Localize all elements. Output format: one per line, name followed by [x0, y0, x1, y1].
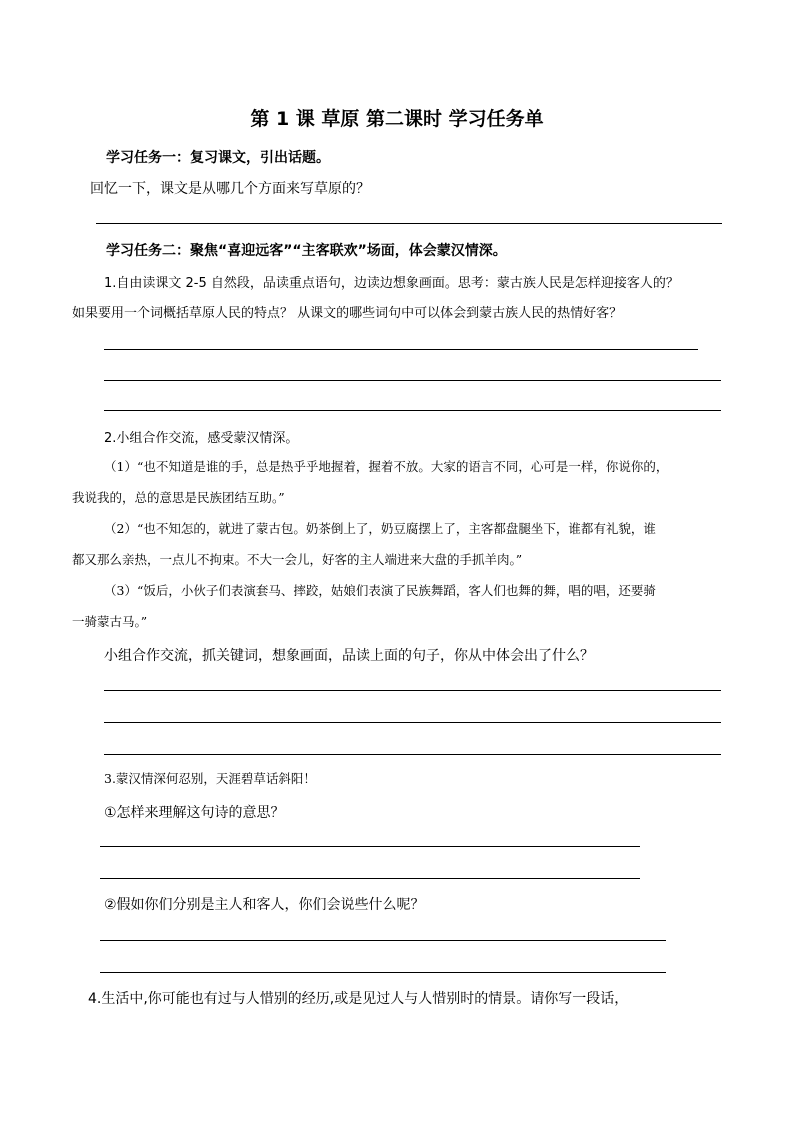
page-title: 第 1 课 草原 第二课时 学习任务单 [250, 108, 544, 130]
answer-line[interactable] [104, 349, 698, 350]
quote1-line2: 我说我的，总的意思是民族团结互助。” [72, 490, 285, 505]
answer-line[interactable] [100, 972, 666, 973]
answer-line[interactable] [100, 940, 666, 941]
answer-line[interactable] [104, 722, 721, 723]
answer-line[interactable] [104, 380, 721, 381]
q3-sub2: ②假如你们分别是主人和客人，你们会说些什么呢？ [104, 897, 425, 913]
q1-text-line2: 如果要用一个词概括草原人民的特点？ 从课文的哪些词句中可以体会到蒙古族人民的热情好客？ [72, 306, 623, 321]
answer-line[interactable] [96, 223, 722, 224]
quote3-line1: （3）“饭后，小伙子们表演套马、摔跤，姑娘们表演了民族舞蹈，客人们也舞的舞，唱的唱，还要骑 [104, 583, 656, 598]
q2-question: 小组合作交流，抓关键词，想象画面，品读上面的句子，你从中体会出了什么？ [104, 648, 594, 664]
q3-sub1: ①怎样来理解这句诗的意思？ [104, 805, 285, 821]
answer-line[interactable] [100, 878, 640, 879]
task1-heading: 学习任务一：复习课文，引出话题。 [106, 150, 330, 166]
answer-line[interactable] [100, 846, 640, 847]
q2-intro: 2.小组合作交流，感受蒙汉情深。 [104, 431, 299, 446]
answer-line[interactable] [104, 410, 721, 411]
quote2-line2: 都又那么亲热，一点儿不拘束。不大一会儿，好客的主人端进来大盘的手抓羊肉。” [72, 552, 523, 567]
q3-intro: 3.蒙汉情深何忍别，天涯碧草话斜阳！ [104, 771, 316, 786]
task2-heading: 学习任务二：聚焦“喜迎远客”“主客联欢”场面，体会蒙汉情深。 [106, 243, 507, 259]
q4-text: 4.生活中,你可能也有过与人惜别的经历,或是见过人与人惜别时的情景。请你写一段话， [88, 991, 629, 1007]
answer-line[interactable] [104, 754, 721, 755]
quote1-line1: （1）“也不知道是谁的手，总是热乎乎地握着，握着不放。大家的语言不同，心可是一样，你说你的， [104, 459, 669, 474]
task1-question: 回忆一下，课文是从哪几个方面来写草原的？ [90, 181, 370, 197]
quote3-line2: 一骑蒙古马。” [72, 614, 148, 629]
quote2-line1: （2）“也不知怎的，就进了蒙古包。奶茶倒上了，奶豆腐摆上了，主客都盘腿坐下，谁都有礼貌，谁 [104, 521, 656, 536]
q1-text-line1: 1.自由读课文 2-5 自然段，品读重点语句，边读边想象画面。思考：蒙古族人民是怎样迎接客人的？ [104, 276, 679, 291]
answer-line[interactable] [104, 690, 721, 691]
